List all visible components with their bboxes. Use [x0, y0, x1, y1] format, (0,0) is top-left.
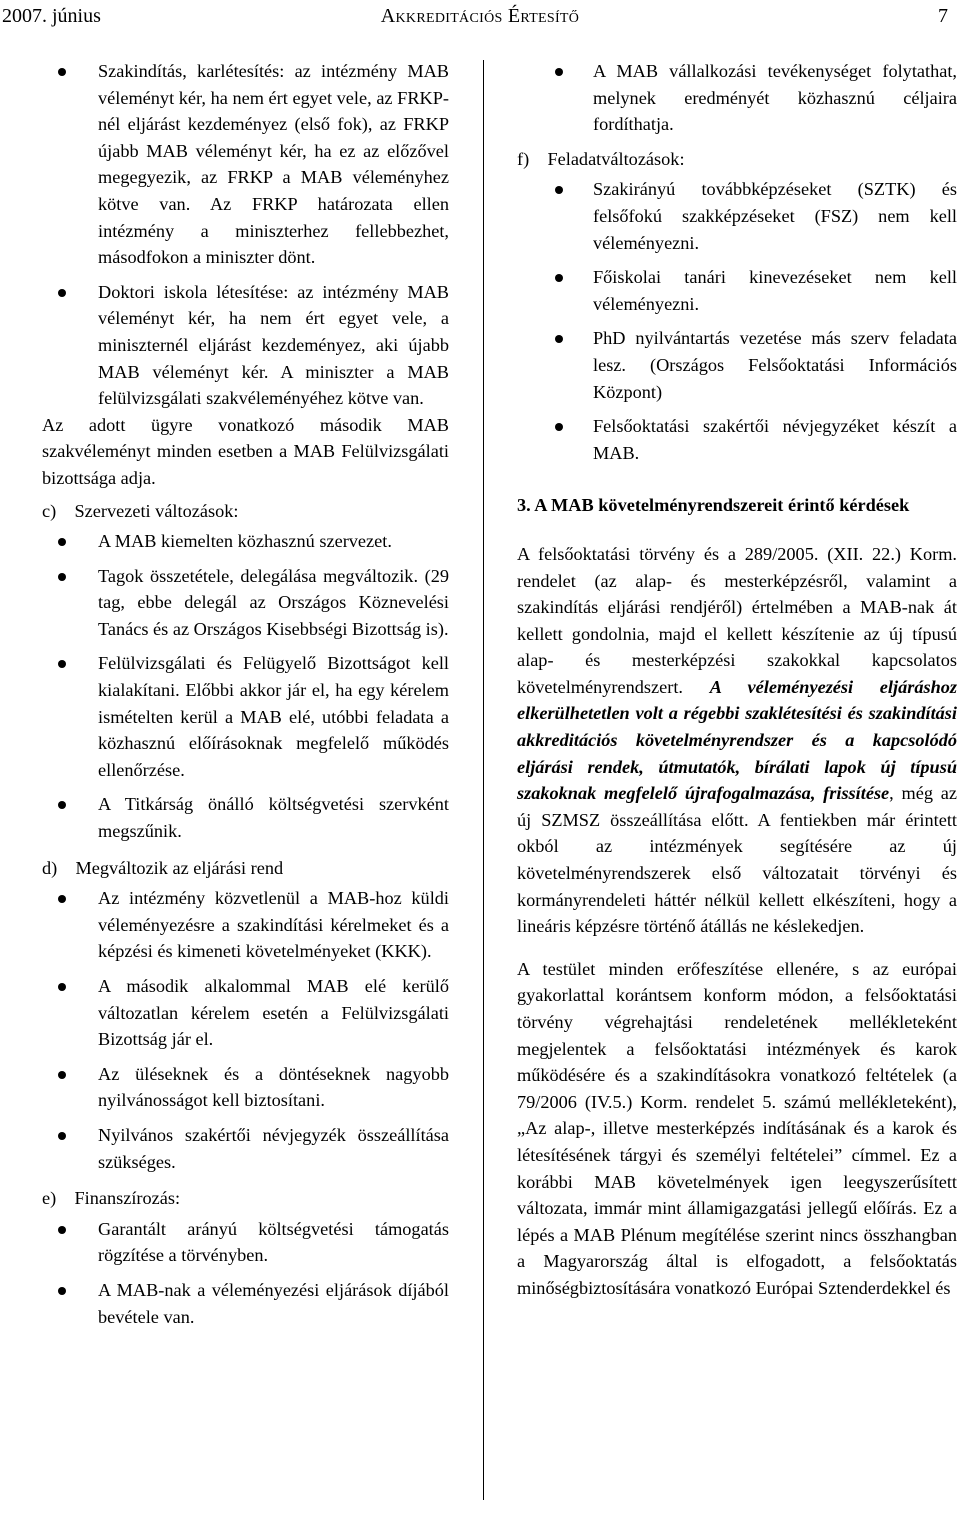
- issue-date: 2007. június: [2, 5, 101, 27]
- list-item: A MAB-nak a véleményezési eljárások díjából bevétele van.: [42, 1277, 449, 1330]
- list-item: Az üléseknek és a döntéseknek nagyobb nyilvánosságot kell biztosítani.: [42, 1061, 449, 1114]
- list-item: Szakindítás, karlétesítés: az intézmény MAB véleményt kér, ha nem ért egyet vele, az FRKP-nél eljárást kezdeményez (első fok), az FRKP újabb MAB véleményt kér, ha ez az előzővel megegyezik, az FRKP a MAB véleményhez kötve van. Az FRKP határozata ellen intézmény a miniszterhez fellebbezhet, másodfokon a miniszter dönt.: [42, 58, 449, 271]
- list-item: Felsőoktatási szakértői névjegyzéket készít a MAB.: [517, 413, 957, 466]
- section-3-heading: 3. A MAB követelményrendszereit érintő kérdések: [517, 495, 910, 516]
- bullet-list-e: [42, 1216, 449, 1330]
- list-item: Szakirányú továbbképzéseket (SZTK) és felsőfokú szakképzéseket (FSZ) nem kell véleményezni.: [517, 176, 957, 256]
- section-d-heading: d) Megváltozik az eljárási rend: [42, 857, 284, 878]
- list-item: Felülvizsgálati és Felügyelő Bizottságot kell kialakítani. Előbbi akkor jár el, ha egy kérelem ismételten kerül a MAB elé, utóbbi feladata a közhasznú előírásoknak megfelelő működés ellenőrzése.: [42, 650, 449, 783]
- paragraph-requirements: [517, 541, 957, 940]
- paragraph: Az adott ügyre vonatkozó második MAB szakvéleményt minden esetben a MAB Felülvizsgálati bizottsága adja.: [42, 414, 449, 488]
- bullet-list-c: [42, 528, 449, 845]
- bullet-list-d: [42, 885, 449, 1175]
- list-item: Garantált arányú költségvetési támogatás rögzítése a törvényben.: [42, 1216, 449, 1269]
- list-item: Nyilvános szakértői névjegyzék összeállítása szükséges.: [42, 1122, 449, 1175]
- bullet-list-a: [42, 58, 449, 412]
- paragraph-text: A felsőoktatási törvény és a 289/2005. (XII. 22.) Korm. rendelet (az alap- és mesterképzésről, valamint a szakindítás eljárási rendjéről) értelmében a MAB-nak át kellett gondolnia, majd el kellett készítenie az új típusú alap- és mesterképzési szakokkal kapcsolatos követelményrendszert.: [517, 543, 957, 697]
- list-item: PhD nyilvántartás vezetése más szerv feladata lesz. (Országos Felsőoktatási Információs Központ): [517, 325, 957, 405]
- list-item: A második alkalommal MAB elé kerülő változatlan kérelem esetén a Felülvizsgálati Bizottság jár el.: [42, 973, 449, 1053]
- paragraph-text: , még az új SZMSZ összeállítása előtt. A fentiekben már érintett okból az intézmények segítésére az új követelményrendszerek első változatait törvényi és kormányrendeleti háttér nélkül kellett elkészíteni, hogy a lineáris képzésre történő átállás ne késlekedjen.: [517, 783, 957, 937]
- emphasized-text: A véleményezési eljáráshoz elkerülhetetlen volt a régebbi szaklétesítési és szakindítási akkreditációs követelményrendszer és a kapcsolódó eljárási rendek, útmutatók, bírálati lapok új típusú szakoknak megfelelő újrafogalmazása, frissítése: [517, 676, 957, 804]
- list-item: Főiskolai tanári kinevezéseket nem kell véleményezni.: [517, 264, 957, 317]
- list-item: Doktori iskola létesítése: az intézmény MAB véleményt kér, ha nem ért egyet vele, a miniszternél eljárást kezdeményez, aki újabb MAB véleményt kér. A miniszter a MAB felülvizsgálati szakvéleményéhez kötve van.: [42, 279, 449, 412]
- left-column: [42, 58, 449, 1338]
- section-e-heading: e) Finanszírozás:: [42, 1188, 181, 1209]
- section-f-heading: f) Feladatváltozások:: [517, 148, 685, 169]
- list-item: Az intézmény közvetlenül a MAB-hoz küldi véleményezésre a szakindítási kérelmeket és a képzési és kimeneti követelményeket (KKK).: [42, 885, 449, 965]
- list-item: A MAB kiemelten közhasznú szervezet.: [42, 528, 449, 555]
- journal-title: Akkreditációs Értesítő: [380, 5, 580, 27]
- column-divider: [483, 60, 484, 1500]
- list-item: Tagok összetétele, delegálása megváltozik. (29 tag, ebbe delegál az Országos Köznevelési Tanács és az Országos Kisebbségi Bizottság is).: [42, 563, 449, 643]
- list-item: A MAB vállalkozási tevékenységet folytathat, melynek eredményét közhasznú céljaira fordíthatja.: [517, 58, 957, 138]
- section-c-heading: c) Szervezeti változások:: [42, 500, 239, 521]
- page-number: 7: [938, 5, 948, 27]
- paragraph-regulation: A testület minden erőfeszítése ellenére, s az európai gyakorlattal korántsem konform módon, a felsőoktatási törvény végrehajtási rendeletének mellékleteként megjelentek a felsőoktatási intézmények és karok működésére és a szakindításokra vonatkozó feltételek (a 79/2006 (IV.5.) Korm. rendelet 5. számú mellékleteként), „Az alap-, illetve mesterképzés indításának és a karok és létesítésének tárgyi és személyi feltételei” címmel. Ez a korábbi MAB követelmények igen leegyszerűsített változata, immár mint államigazgatási jellegű előírás. Ez a lépés a MAB Plénum megítélése szerint nincs összhangban a Magyarország által is elfogadott, a felsőoktatás minőségbiztosítására vonatkozó Európai Sztenderdekkel és: [517, 958, 957, 1298]
- bullet-list-f: [517, 176, 957, 466]
- list-item: A Titkárság önálló költségvetési szervként megszűnik.: [42, 791, 449, 844]
- bullet-list-e-continued: [517, 58, 957, 138]
- right-column: [517, 58, 957, 1302]
- page-header: [0, 0, 960, 38]
- spacer: [517, 940, 957, 956]
